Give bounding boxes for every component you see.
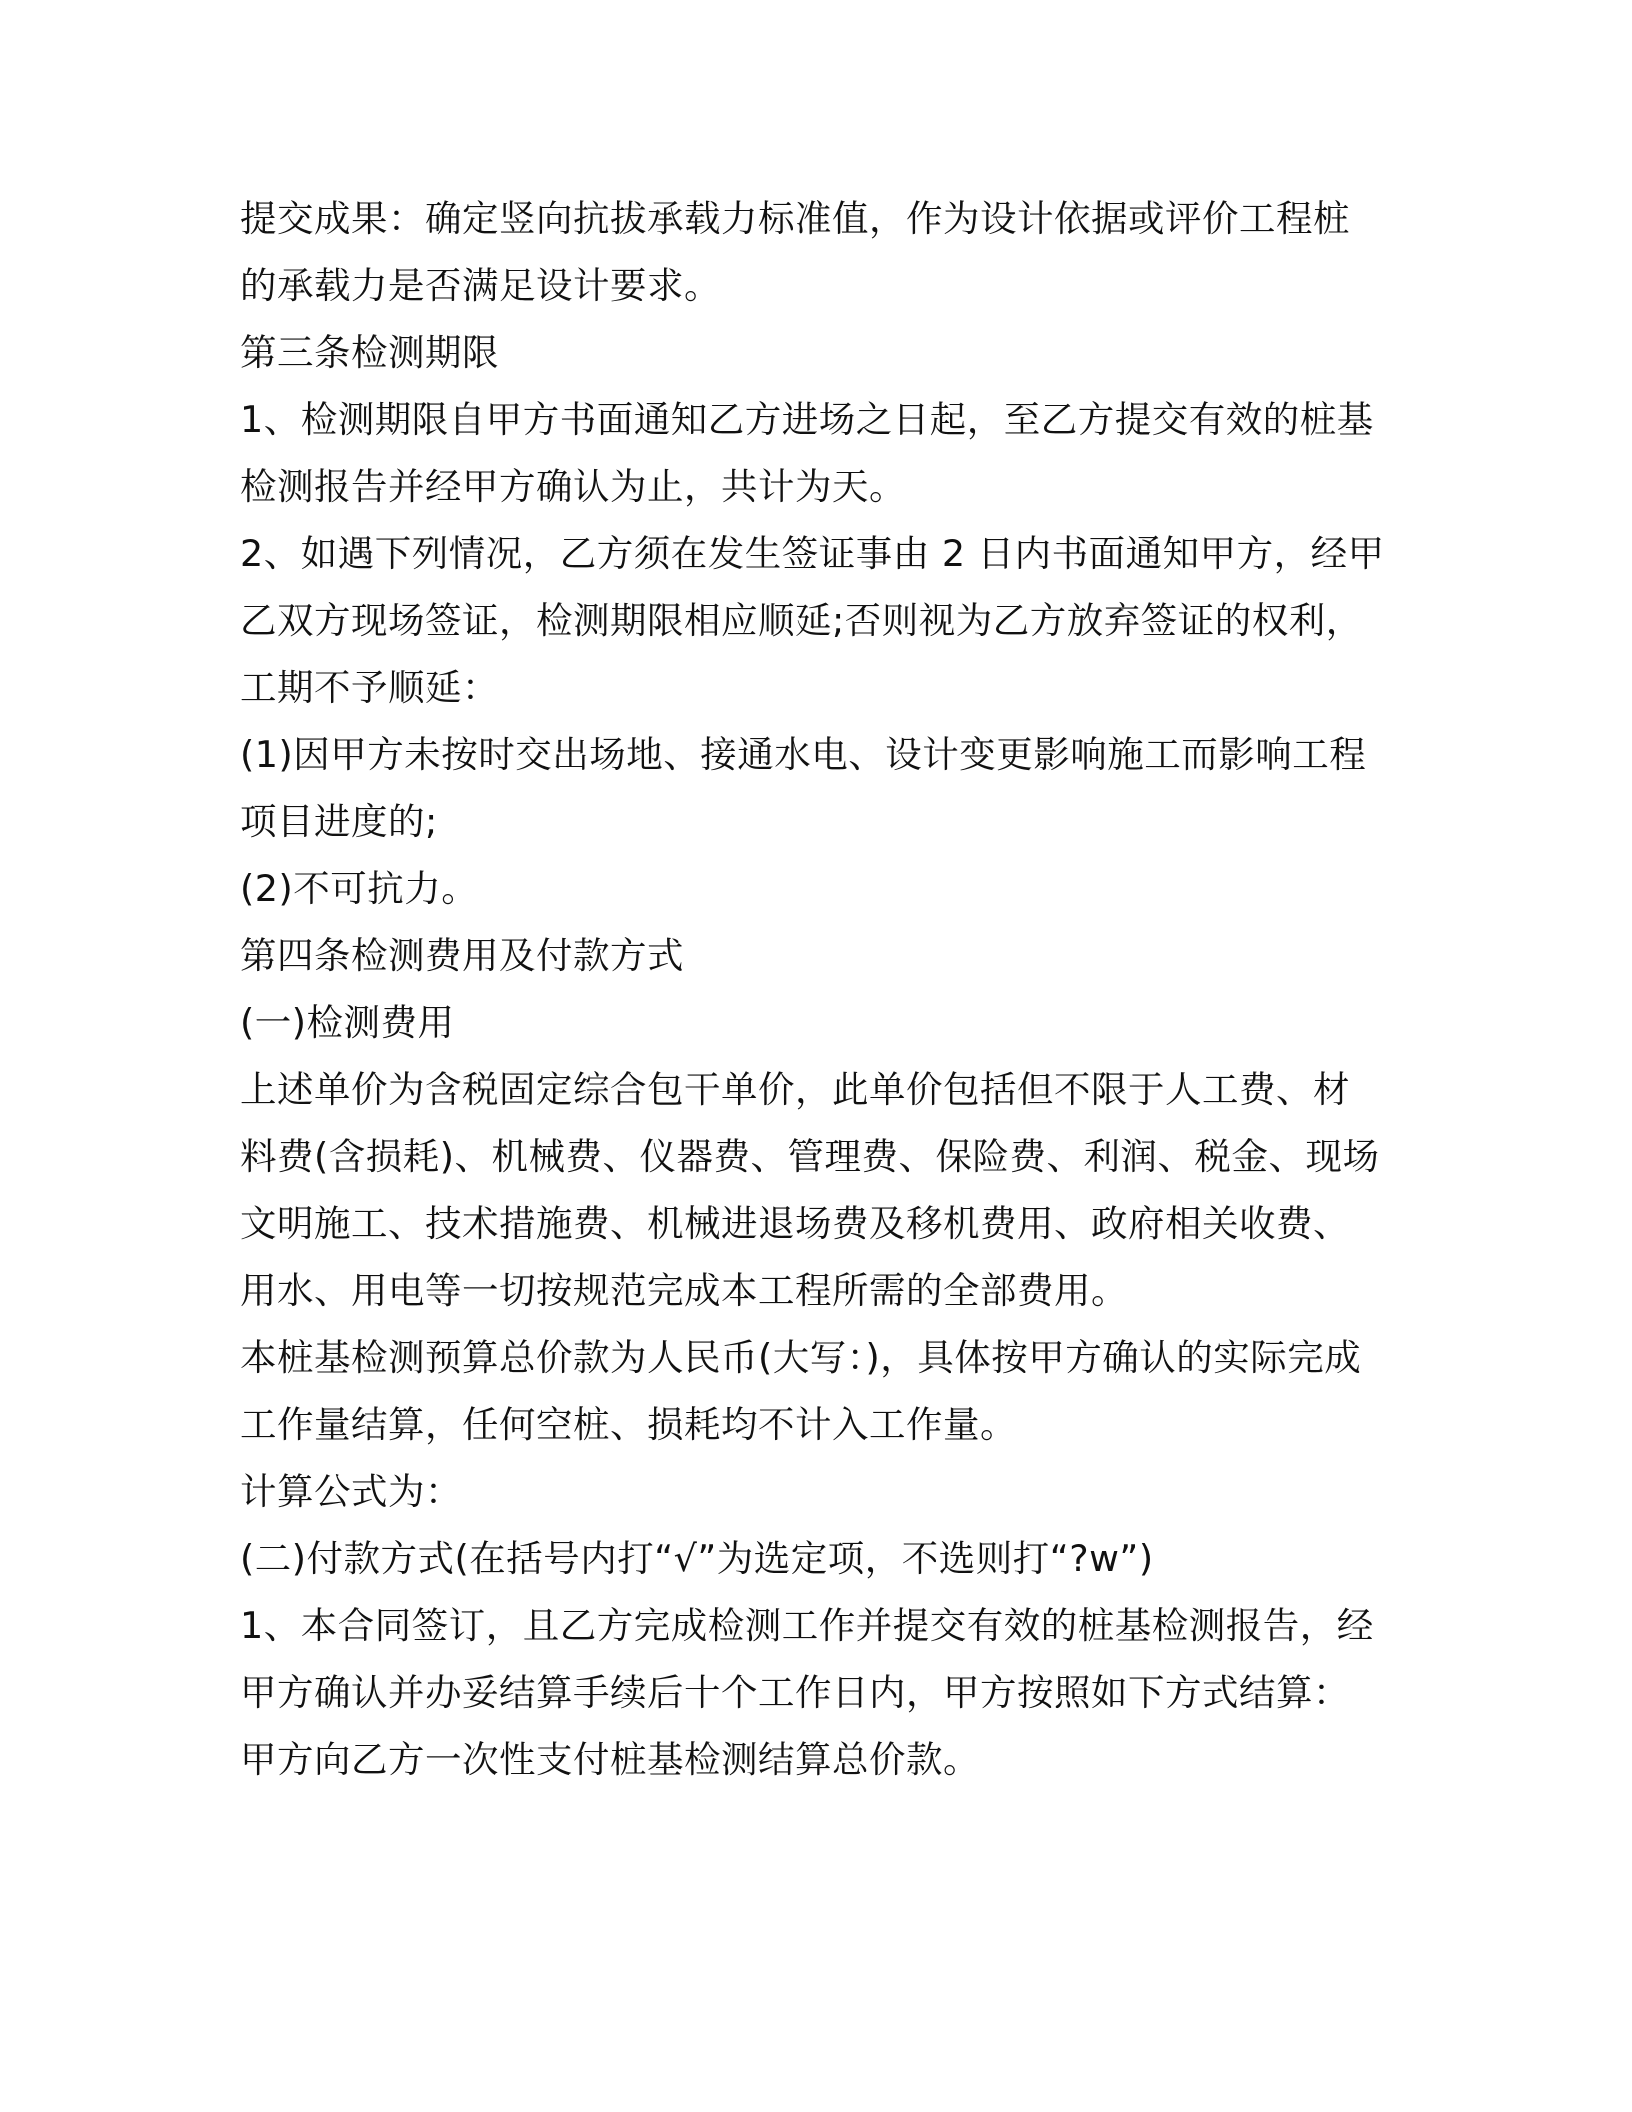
text-line: 甲方向乙方一次性支付桩基检测结算总价款。 xyxy=(240,1738,980,1781)
text-line: 用水、用电等一切按规范完成本工程所需的全部费用。 xyxy=(240,1269,1128,1312)
text-line: 2、如遇下列情况，乙方须在发生签证事由 2 日内书面通知甲方，经甲 xyxy=(240,532,1385,575)
text-line: 本桩基检测预算总价款为人民币(大写：)，具体按甲方确认的实际完成 xyxy=(240,1336,1362,1379)
text-line: 1、本合同签订，且乙方完成检测工作并提交有效的桩基检测报告，经 xyxy=(240,1604,1374,1647)
section-heading: 第四条检测费用及付款方式 xyxy=(240,934,684,977)
text-line: 的承载力是否满足设计要求。 xyxy=(240,264,721,307)
text-line: 计算公式为： xyxy=(240,1470,462,1513)
text-line: 1、检测期限自甲方书面通知乙方进场之日起，至乙方提交有效的桩基 xyxy=(240,398,1374,441)
text-line: (2)不可抗力。 xyxy=(240,867,479,910)
section-heading: 第三条检测期限 xyxy=(240,331,499,374)
text-line: 工期不予顺延： xyxy=(240,666,499,709)
text-line: 文明施工、技术措施费、机械进退场费及移机费用、政府相关收费、 xyxy=(240,1202,1350,1245)
subsection-heading: (一)检测费用 xyxy=(240,1001,455,1044)
subsection-heading: (二)付款方式(在括号内打“√”为选定项，不选则打“?w”) xyxy=(240,1537,1154,1580)
document-body xyxy=(240,185,1400,1793)
text-line: 提交成果：确定竖向抗拔承载力标准值，作为设计依据或评价工程桩 xyxy=(240,197,1350,240)
text-line: 甲方确认并办妥结算手续后十个工作日内，甲方按照如下方式结算： xyxy=(240,1671,1350,1714)
text-line: 料费(含损耗)、机械费、仪器费、管理费、保险费、利润、税金、现场 xyxy=(240,1135,1380,1178)
text-line: 工作量结算，任何空桩、损耗均不计入工作量。 xyxy=(240,1403,1017,1446)
text-line: 检测报告并经甲方确认为止，共计为天。 xyxy=(240,465,906,508)
text-line: 项目进度的; xyxy=(240,800,438,843)
text-line: 乙双方现场签证，检测期限相应顺延;否则视为乙方放弃签证的权利， xyxy=(240,599,1363,642)
text-line: (1)因甲方未按时交出场地、接通水电、设计变更影响施工而影响工程 xyxy=(240,733,1367,776)
text-line: 上述单价为含税固定综合包干单价，此单价包括但不限于人工费、材 xyxy=(240,1068,1350,1111)
